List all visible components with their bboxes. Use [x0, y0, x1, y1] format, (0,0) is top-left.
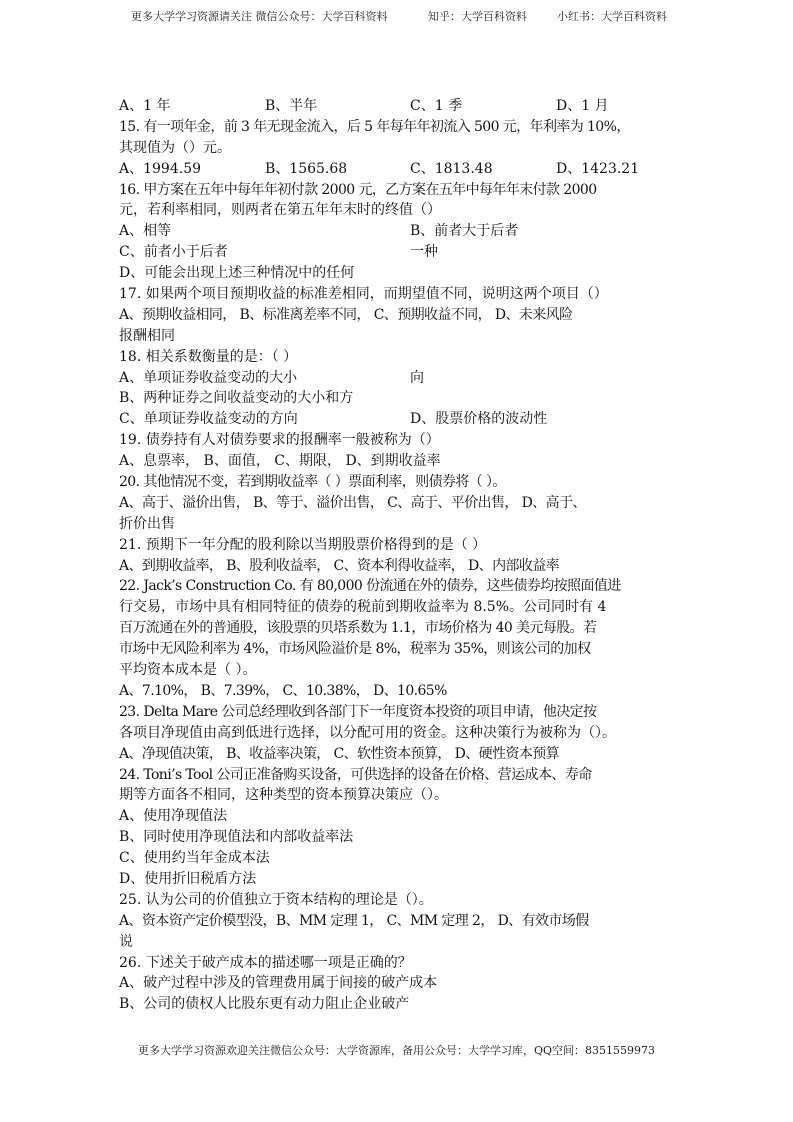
document-line: A、息票率， B、面值， C、期限， D、到期收益率: [119, 453, 441, 470]
document-line: [119, 409, 675, 430]
document-line: 期等方面各不相同，这种类型的资本预算决策应（）。: [119, 787, 448, 804]
document-line: A、破产过程中涉及的管理费用属于间接的破产成本: [119, 975, 438, 992]
document-line: 各项目净现值由高到低进行选择，以分配可用的资金。这种决策行为被称为（）。: [119, 724, 616, 741]
option-cell: B、1565.68: [265, 160, 348, 177]
document-line: [119, 159, 675, 180]
document-line: 元，若利率相同，则两者在第五年年末时的终值（）: [119, 202, 441, 219]
document-line: A、高于、溢价出售， B、等于、溢价出售， C、高于、平价出售， D、高于、: [119, 494, 586, 511]
document-line: 20. 其他情况不变，若到期收益率（ ）票面利率，则债券将（ ）。: [119, 474, 506, 491]
document-line: 21. 预期下一年分配的股利除以当期股票价格得到的是（ ）: [119, 536, 487, 553]
option-cell: 向: [410, 369, 424, 386]
option-cell: A、1 年: [119, 98, 171, 114]
document-line: 15. 有一项年金，前 3 年无现金流入，后 5 年每年年初流入 500 元，年利率为 10%，: [119, 118, 630, 135]
document-line: 报酬相同: [119, 327, 175, 344]
document-line: [119, 221, 675, 242]
document-line: 22. Jack’s Construction Co. 有 80,000 份流通在外的债券，这些债券均按照面值进: [119, 578, 621, 595]
option-cell: B、前者大于后者: [410, 223, 519, 240]
document-line: B、公司的债权人比股东更有动力阻止企业破产: [119, 996, 410, 1013]
document-line: 百万流通在外的普通股，该股票的贝塔系数为 1.1，市场价格为 40 美元每股。若: [119, 620, 597, 637]
document-line: 平均资本成本是（ ）。: [119, 662, 257, 679]
document-line: D、可能会出现上述三种情况中的任何: [119, 265, 355, 282]
option-cell: A、1994.59: [119, 160, 202, 177]
document-line: [119, 242, 675, 263]
option-cell: A、单项证券收益变动的大小: [119, 369, 298, 386]
header-middle-text: 知乎：大学百科资料: [428, 10, 527, 23]
document-line: 24. Toni’s Tool 公司正准备购买设备，可供选择的设备在价格、营运成本、寿命: [119, 766, 592, 783]
option-cell: D、股票价格的波动性: [410, 411, 548, 428]
document-line: A、净现值决策， B、收益率决策， C、软性资本预算， D、硬性资本预算: [119, 745, 560, 762]
document-line: [119, 368, 675, 389]
document-line: A、到期收益率， B、股利收益率， C、资本利得收益率， D、内部收益率: [119, 557, 560, 574]
option-cell: C、1813.48: [410, 160, 493, 177]
document-line: C、使用约当年金成本法: [119, 850, 270, 867]
option-cell: A、相等: [119, 223, 172, 240]
document-line: 其现值为（）元。: [119, 139, 231, 156]
document-line: 18. 相关系数衡量的是：（ ）: [119, 348, 298, 365]
option-cell: 一种: [410, 244, 438, 261]
document-line: 25. 认为公司的价值独立于资本结构的理论是（）。: [119, 891, 433, 908]
option-cell: C、单项证券收益变动的方向: [119, 411, 298, 428]
document-line: [119, 96, 675, 117]
option-cell: C、1 季: [410, 98, 463, 114]
option-cell: D、1 月: [556, 98, 609, 114]
document-line: A、预期收益相同， B、标准离差率不同， C、预期收益不同， D、未来风险: [119, 306, 573, 323]
document-line: 市场中无风险利率为 4%，市场风险溢价是 8%，税率为 35%，则该公司的加权: [119, 641, 591, 658]
document-line: 行交易，市场中具有相同特征的债券的税前到期收益率为 8.5%。公司同时有 4: [119, 599, 607, 616]
page-footer: 更多大学学习资源欢迎关注微信公众号：大学资源库，备用公众号：大学学习库，QQ空间：8351559973: [137, 1044, 656, 1057]
page-header: [0, 8, 793, 28]
document-line: A、资本资产定价模型没，B、MM 定理 1， C、MM 定理 2， D、有效市场假: [119, 912, 589, 929]
document-body: [119, 96, 675, 1015]
document-line: D、使用折旧税盾方法: [119, 870, 257, 887]
document-line: 16. 甲方案在五年中每年年初付款 2000 元，乙方案在五年中每年年末付款 2000: [119, 181, 597, 198]
header-left-text: 更多大学学习资源请关注 微信公众号：大学百科资料: [131, 10, 388, 23]
document-line: A、7.10%， B、7.39%， C、10.38%， D、10.65%: [119, 682, 447, 699]
document-line: 说: [119, 933, 133, 950]
document-line: 折价出售: [119, 515, 175, 532]
document-line: 17. 如果两个项目预期收益的标准差相同，而期望值不同，说明这两个项目（）: [119, 286, 608, 303]
header-right-text: 小红书：大学百科资料: [557, 10, 667, 23]
option-cell: B、半年: [265, 98, 318, 114]
document-line: 19. 债券持有人对债券要求的报酬率一般被称为（）: [119, 432, 440, 449]
option-cell: D、1423.21: [556, 160, 640, 177]
document-line: B、两种证券之间收益变动的大小和方: [119, 390, 354, 407]
document-line: B、同时使用净现值法和内部收益率法: [119, 829, 354, 846]
document-line: 26. 下述关于破产成本的描述哪一项是正确的？: [119, 954, 412, 971]
document-line: A、使用净现值法: [119, 808, 228, 825]
document-line: 23. Delta Mare 公司总经理收到各部门下一年度资本投资的项目申请，他决定按: [119, 703, 597, 720]
option-cell: C、前者小于后者: [119, 244, 228, 261]
